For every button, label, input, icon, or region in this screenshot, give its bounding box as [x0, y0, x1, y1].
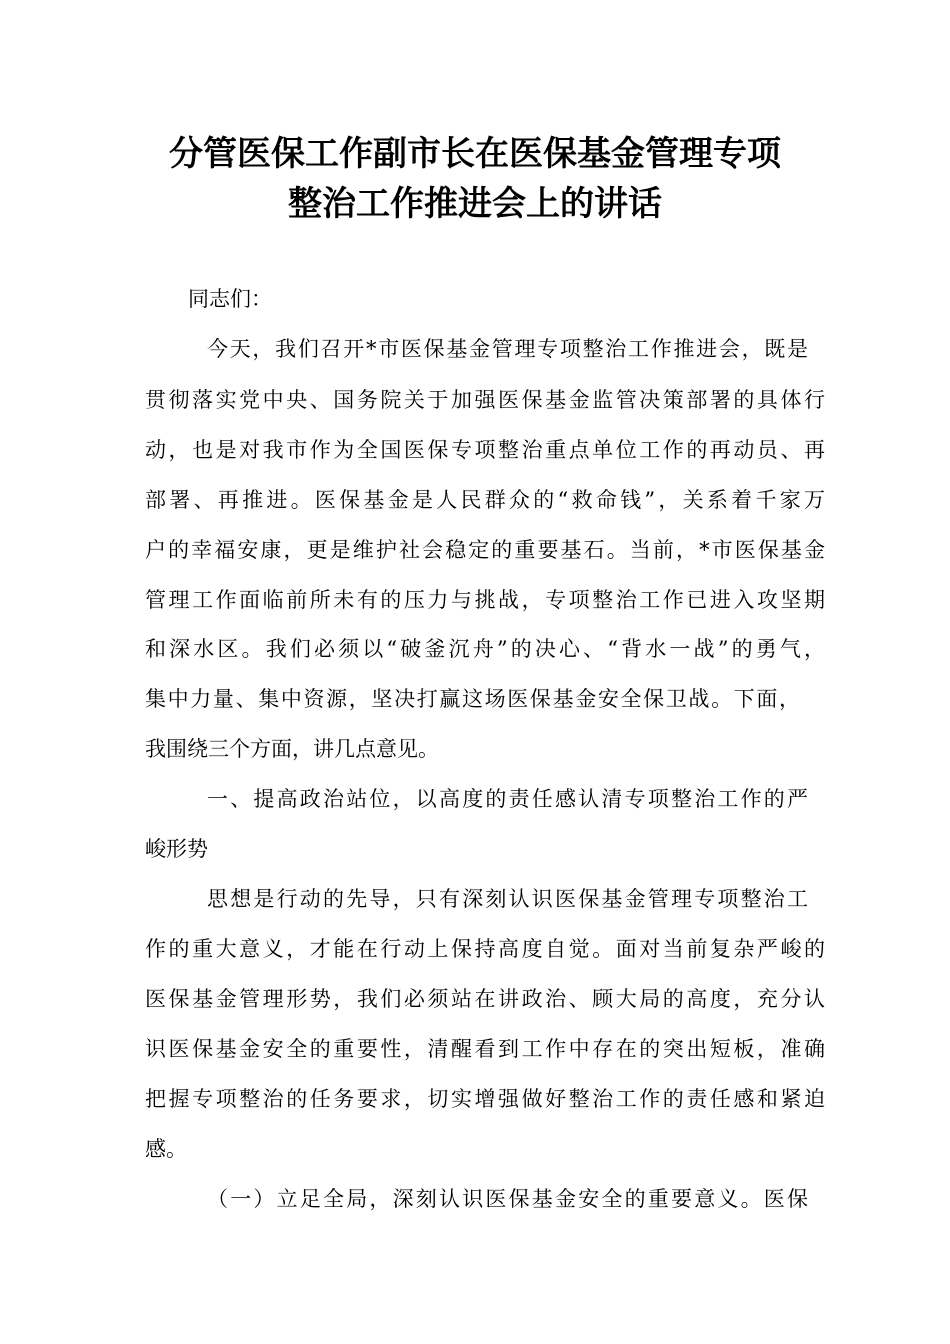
- body-line: 作的重大意义，才能在行动上保持高度自觉。面对当前复杂严峻的: [145, 937, 825, 961]
- section-heading: 一、提高政治站位，以高度的责任感认清专项整治工作的严: [207, 787, 808, 811]
- document-title-line1: 分管医保工作副市长在医保基金管理专项: [169, 134, 781, 174]
- section-heading-cont: 峻形势: [145, 837, 208, 861]
- body-line: 部署、再推进。医保基金是人民群众的“救命钱”，关系着千家万: [145, 488, 825, 512]
- body-line: 医保基金管理形势，我们必须站在讲政治、顾大局的高度，充分认: [145, 987, 825, 1011]
- body-line: 思想是行动的先导，只有深刻认识医保基金管理专项整治工: [207, 887, 808, 911]
- body-line: 和深水区。我们必须以“破釜沉舟”的决心、“背水一战”的勇气，: [145, 637, 825, 661]
- document-title-line2: 整治工作推进会上的讲话: [288, 184, 662, 224]
- body-line: 贯彻落实党中央、国务院关于加强医保基金监管决策部署的具体行: [145, 388, 825, 412]
- salutation: 同志们：: [188, 287, 272, 311]
- body-line: 动，也是对我市作为全国医保专项整治重点单位工作的再动员、再: [145, 438, 825, 462]
- body-line: 今天，我们召开*市医保基金管理专项整治工作推进会，既是: [207, 337, 808, 361]
- body-line: 户的幸福安康，更是维护社会稳定的重要基石。当前，*市医保基金: [145, 538, 825, 562]
- body-line: 管理工作面临前所未有的压力与挑战，专项整治工作已进入攻坚期: [145, 588, 825, 612]
- body-line: 感。: [145, 1137, 187, 1161]
- body-line: 把握专项整治的任务要求，切实增强做好整治工作的责任感和紧迫: [145, 1087, 825, 1111]
- subsection-heading: （一）立足全局，深刻认识医保基金安全的重要意义。医保: [207, 1187, 808, 1211]
- body-line: 识医保基金安全的重要性，清醒看到工作中存在的突出短板，准确: [145, 1037, 825, 1061]
- body-line: 集中力量、集中资源，坚决打赢这场医保基金安全保卫战。下面，: [145, 687, 800, 711]
- body-line: 我围绕三个方面，讲几点意见。: [145, 737, 439, 761]
